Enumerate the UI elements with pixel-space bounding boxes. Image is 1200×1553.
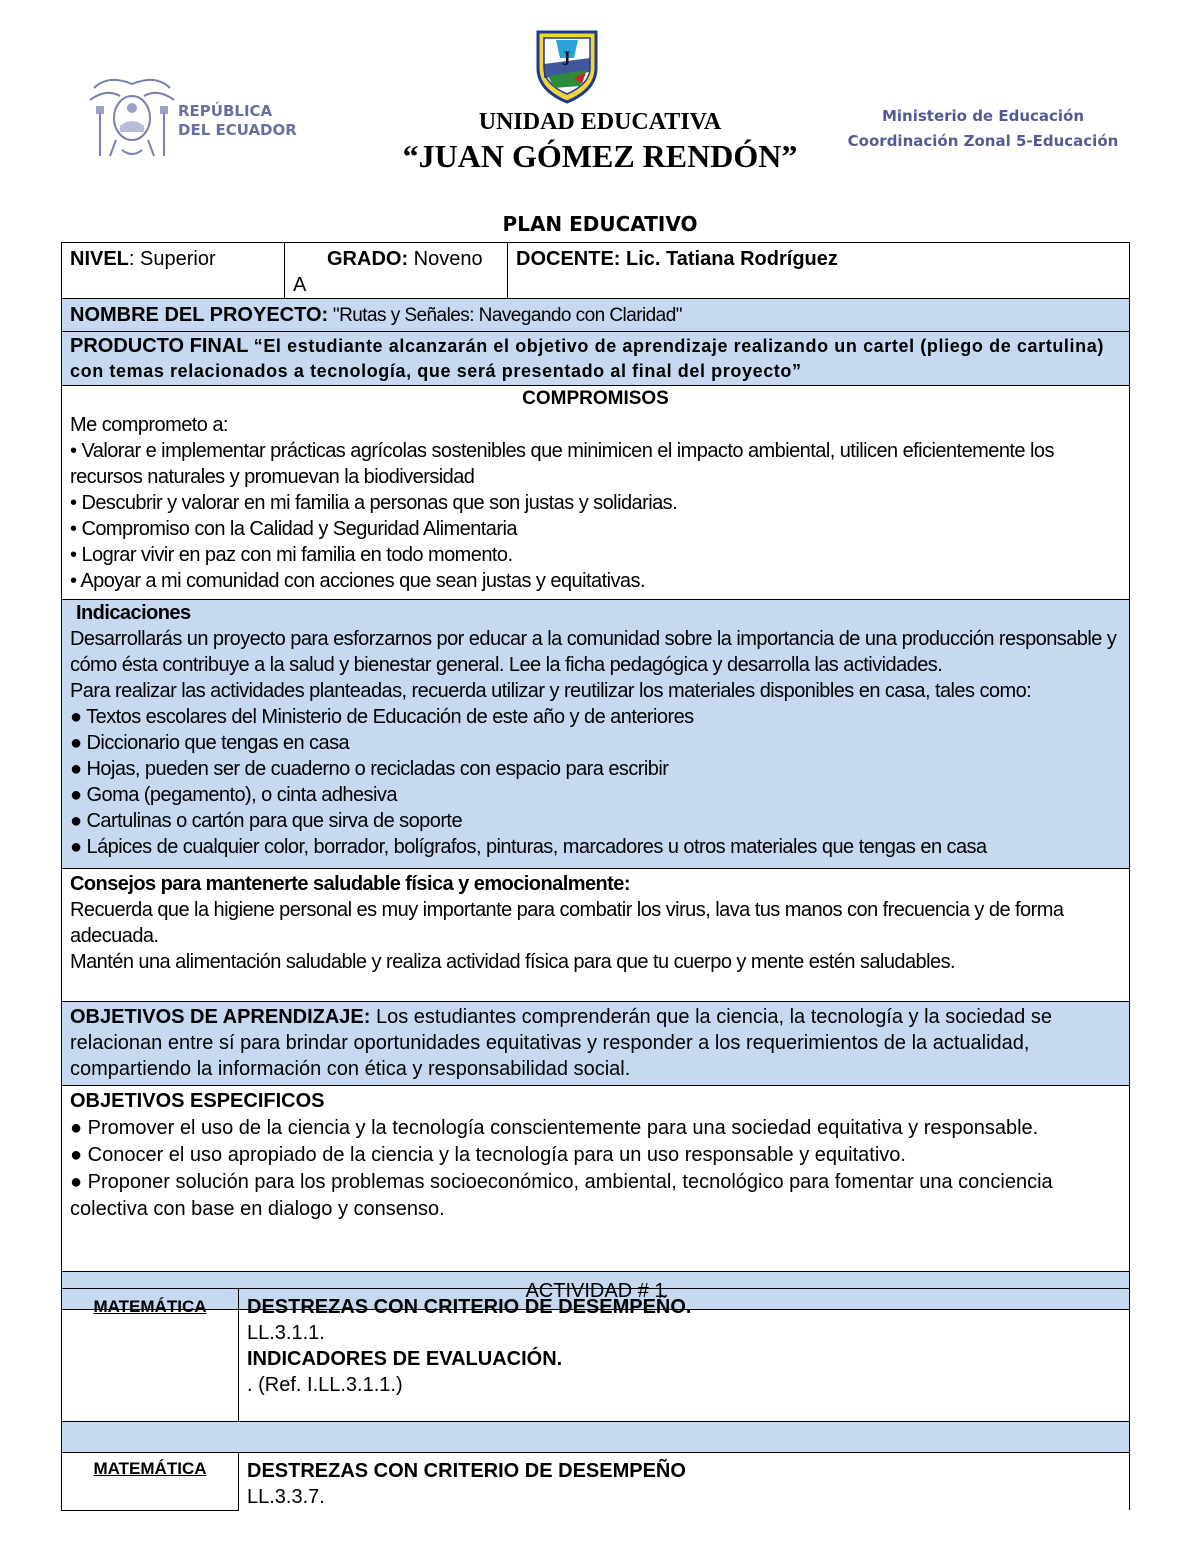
destrezas-code: LL.3.3.7.: [247, 1486, 325, 1508]
separator-cell: [62, 1422, 1130, 1453]
destrezas-label: DESTREZAS CON CRITERIO DE DESEMPEÑO.: [247, 1296, 692, 1318]
republic-logo: [86, 70, 306, 162]
material-item: ● Lápices de cualquier color, borrador, bolígrafos, pinturas, marcadores u otros materiales que tengas en casa: [70, 836, 987, 858]
activity-row: [62, 1453, 1130, 1511]
ecuador-coat-of-arms-icon: [86, 70, 178, 162]
subject-cell: [62, 1289, 239, 1422]
indicaciones-title: Indicaciones: [76, 602, 191, 624]
consejos-title: Consejos para mantenerte saludable física y emocionalmente:: [70, 873, 630, 895]
activity-title: ACTIVIDAD # 1: [62, 1272, 1130, 1310]
ministry-zone: Coordinación Zonal 5-Educación: [847, 132, 1119, 150]
school-name: “JUAN GÓMEZ RENDÓN”: [402, 138, 798, 174]
indicaciones-row: [62, 600, 1130, 869]
skills-cell: [239, 1289, 1130, 1422]
objetivo-item: ● Proponer solución para los problemas socioeconómico, ambiental, tecnológico para fomentar una conciencia colectiva con base en dialogo y consenso.: [70, 1171, 1053, 1220]
consejos-paragraph: Mantén una alimentación saludable y realiza actividad física para que tu cuerpo y mente estén saludables.: [70, 951, 956, 973]
objetivos-aprendizaje-row: [62, 1002, 1130, 1086]
skills-cell: [239, 1453, 1130, 1511]
compromisos-row: [62, 386, 1130, 600]
indicaciones-cell: [62, 600, 1130, 869]
compromisos-cell: [62, 386, 1130, 600]
indicadores-ref: . (Ref. I.LL.3.1.1.): [247, 1374, 403, 1396]
subject-name: MATEMÁTICA: [93, 1459, 207, 1478]
activity-row: [62, 1289, 1130, 1422]
compromiso-item: • Descubrir y valorar en mi familia a personas que son justas y solidarias.: [70, 492, 678, 514]
activity-separator-row: [62, 1422, 1130, 1453]
project-cell: NOMBRE DEL PROYECTO: "Rutas y Señales: Navegando con Claridad": [62, 299, 1130, 332]
compromiso-item: • Valorar e implementar prácticas agrícolas sostenibles que minimicen el impacto ambiental, utilicen eficientemente los recursos naturales y promuevan la biodiversidad: [70, 440, 1054, 488]
info-row: [62, 243, 1130, 299]
school-shield-icon: [534, 28, 600, 104]
consejos-row: [62, 869, 1130, 1002]
compromiso-item: • Compromiso con la Calidad y Seguridad Alimentaria: [70, 518, 517, 540]
final-product-cell: PRODUCTO FINAL “El estudiante alcanzarán el objetivo de aprendizaje realizando un cartel (pliego de cartulina) con temas relacionados a tecnología, que será presentado al final del proyecto”: [62, 332, 1130, 386]
material-item: ● Goma (pegamento), o cinta adhesiva: [70, 784, 397, 806]
activity-table: [61, 1288, 1130, 1511]
consejos-paragraph: Recuerda que la higiene personal es muy importante para combatir los virus, lava tus manos con frecuencia y de forma adecuada.: [70, 899, 1064, 947]
indicaciones-paragraph: Para realizar las actividades planteadas, recuerda utilizar y reutilizar los materiales disponibles en casa, tales como:: [70, 680, 1032, 702]
docente-cell: DOCENTE: Lic. Tatiana Rodríguez: [508, 243, 1130, 299]
objetivo-item: ● Promover el uso de la ciencia y la tecnología conscientemente para una sociedad equitativa y responsable.: [70, 1117, 1039, 1139]
grado-cell: GRADO: Noveno A: [285, 243, 508, 299]
compromisos-intro: Me comprometo a:: [70, 414, 228, 436]
final-product-row: [62, 332, 1130, 386]
objetivos-especificos-title: OBJETIVOS ESPECIFICOS: [70, 1090, 325, 1112]
objetivos-aprendizaje-cell: OBJETIVOS DE APRENDIZAJE: Los estudiantes comprenderán que la ciencia, la tecnología y la sociedad se relacionan entre sí para brindar oportunidades equitativas y responder a los requerimientos de la actualidad, compartiendo la información con ética y responsabilidad social.: [62, 1002, 1130, 1086]
compromisos-title: COMPROMISOS: [522, 388, 669, 409]
subject-cell: [62, 1453, 239, 1511]
objetivo-item: ● Conocer el uso apropiado de la ciencia y la tecnología para un uso responsable y equitativo.: [70, 1144, 906, 1166]
document-title: PLAN EDUCATIVO: [502, 212, 698, 236]
ministry-name: Ministerio de Educación: [881, 107, 1085, 125]
destrezas-code: LL.3.1.1.: [247, 1322, 325, 1344]
ministry-block: [838, 104, 1128, 154]
compromiso-item: • Lograr vivir en paz con mi familia en todo momento.: [70, 544, 513, 566]
plan-table: [61, 242, 1130, 1310]
document-header: [0, 0, 1200, 236]
consejos-cell: [62, 869, 1130, 1002]
objetivos-especificos-row: [62, 1086, 1130, 1272]
material-item: ● Diccionario que tengas en casa: [70, 732, 350, 754]
material-item: ● Cartulinas o cartón para que sirva de soporte: [70, 810, 463, 832]
indicadores-label: INDICADORES DE EVALUACIÓN.: [247, 1348, 563, 1370]
nivel-cell: NIVEL: Superior: [62, 243, 285, 299]
svg-text:J: J: [563, 50, 571, 66]
material-item: ● Hojas, pueden ser de cuaderno o recicladas con espacio para escribir: [70, 758, 669, 780]
material-item: ● Textos escolares del Ministerio de Educación de este año y de anteriores: [70, 706, 694, 728]
school-type: UNIDAD EDUCATIVA: [478, 109, 722, 135]
subject-name: MATEMÁTICA: [93, 1297, 207, 1316]
republic-name: REPÚBLICA DEL ECUADOR: [178, 102, 297, 139]
destrezas-label: DESTREZAS CON CRITERIO DE DESEMPEÑO: [247, 1460, 686, 1482]
project-row: [62, 299, 1130, 332]
objetivos-especificos-cell: [62, 1086, 1130, 1272]
indicaciones-paragraph: Desarrollarás un proyecto para esforzarnos por educar a la comunidad sobre la importancia de una producción responsable y cómo ésta contribuye a la salud y bienestar general. Lee la ficha pedagógica y desarrolla las actividades.: [70, 628, 1117, 676]
compromiso-item: • Apoyar a mi comunidad con acciones que sean justas y equitativas.: [70, 570, 645, 592]
